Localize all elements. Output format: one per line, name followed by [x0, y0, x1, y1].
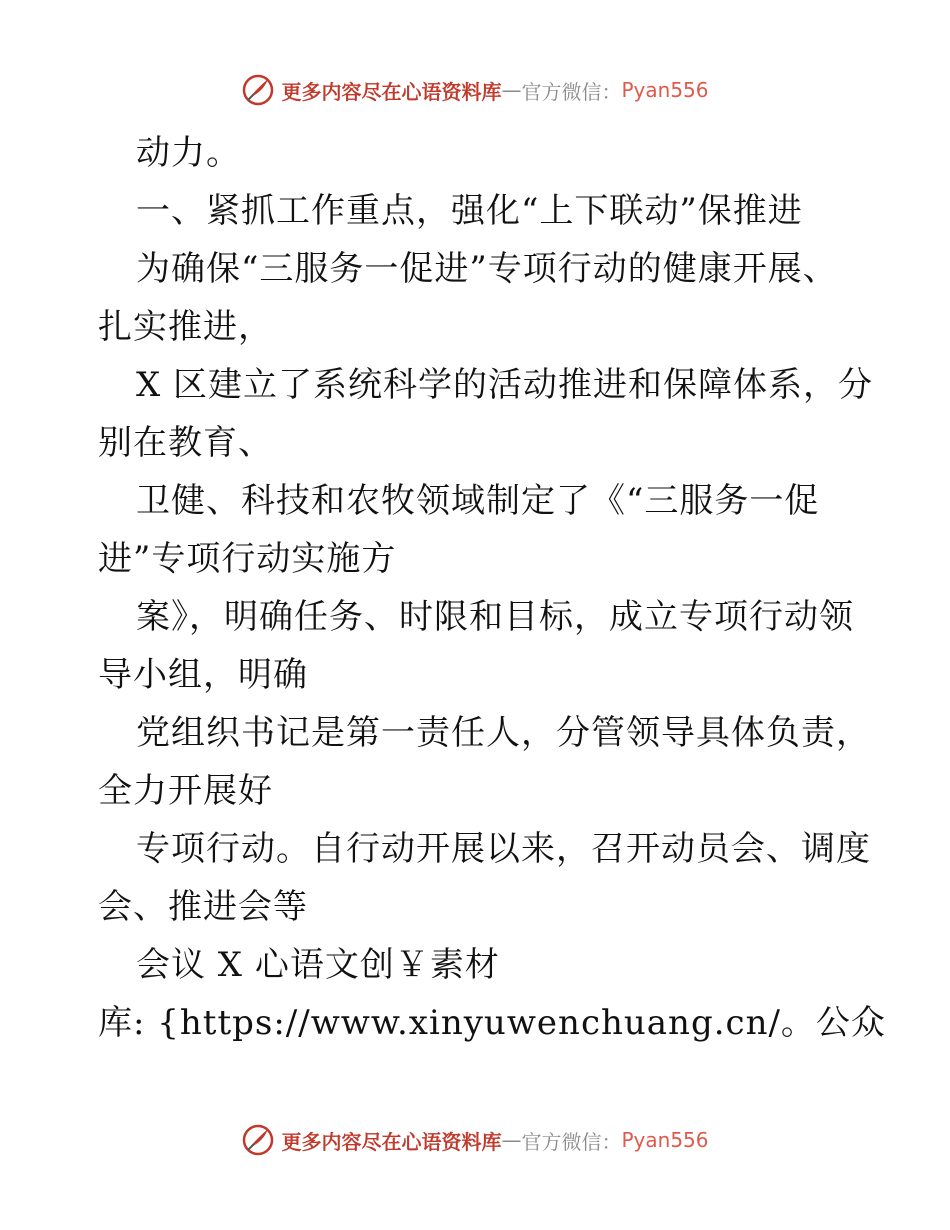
body-line-url: 库: {https://www.xinyuwenchuang.cn/。公众 [98, 1003, 886, 1043]
footer-separator: — [501, 1128, 522, 1152]
body-line: 全力开展好 [98, 771, 273, 811]
document-body [98, 124, 886, 1052]
body-line: 别在教育、 [98, 423, 273, 463]
body-line: 卫健、科技和农牧领域制定了《“三服务一促 [136, 481, 820, 521]
footer-brand-text: 更多内容尽在心语资料库 [281, 1129, 502, 1154]
body-line: 动力。 [136, 133, 241, 173]
body-line: 扎实推进， [98, 307, 273, 347]
header-brand-text: 更多内容尽在心语资料库 [281, 79, 502, 104]
body-line: 党组织书记是第一责任人，分管领导具体负责， [136, 713, 871, 753]
body-line: 会议 X 心语文创￥素材 [136, 945, 500, 985]
footer-banner [0, 1120, 950, 1160]
body-line: 会、推进会等 [98, 887, 308, 927]
body-line: 进”专项行动实施方 [98, 539, 397, 579]
feather-pen-logo-icon [241, 73, 275, 107]
feather-pen-logo-icon [241, 1123, 275, 1157]
header-contact-label: 官方微信： [521, 79, 622, 104]
section-heading: 一、紧抓工作重点，强化“上下联动”保推进 [136, 191, 803, 231]
footer-contact-label: 官方微信： [521, 1129, 622, 1154]
body-line: 专项行动。自行动开展以来，召开动员会、调度 [136, 829, 871, 869]
header-separator: — [501, 78, 522, 102]
body-line: 为确保“三服务一促进”专项行动的健康开展、 [136, 249, 838, 289]
header-contact-id: Pyan556 [621, 78, 709, 102]
footer-contact-id: Pyan556 [621, 1128, 709, 1152]
body-line: X 区建立了系统科学的活动推进和保障体系，分 [136, 365, 874, 405]
body-line: 案》，明确任务、时限和目标，成立专项行动领 [136, 597, 854, 637]
header-banner [0, 70, 950, 110]
body-line: 导小组，明确 [98, 655, 308, 695]
